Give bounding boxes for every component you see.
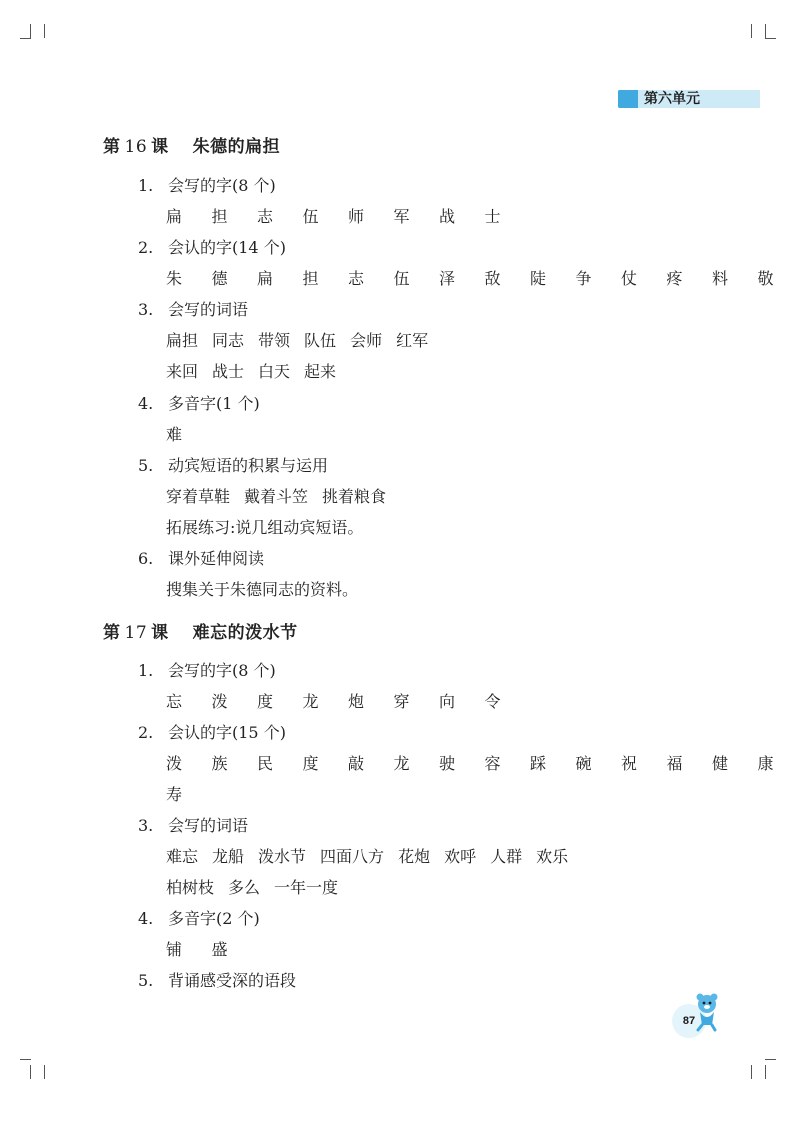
char: 龙 [393, 754, 410, 773]
item-number: 1. [138, 176, 154, 195]
list-item [138, 453, 328, 476]
list-item [138, 720, 286, 743]
unit-title: 第六单元 [644, 91, 700, 107]
mascot-icon [692, 992, 722, 1032]
item-heading: 会写的字(8 个) [168, 176, 276, 195]
word: 穿着草鞋 [166, 487, 231, 506]
char: 军 [393, 207, 410, 226]
crop-mark [765, 1065, 766, 1079]
list-item [138, 173, 276, 196]
char: 师 [348, 207, 365, 226]
list-item [138, 658, 276, 681]
list-item [138, 968, 296, 991]
item-number: 2. [138, 723, 154, 742]
item-heading: 背诵感受深的语段 [168, 971, 297, 990]
crop-mark [44, 1065, 45, 1079]
char-row [166, 689, 530, 712]
list-item [138, 297, 248, 320]
item-heading: 会写的词语 [168, 816, 249, 835]
item-number: 2. [138, 238, 154, 257]
word: 一年一度 [274, 878, 339, 897]
char: 铺 [166, 940, 183, 959]
char-row [166, 782, 182, 805]
item-number: 6. [138, 549, 154, 568]
char: 令 [484, 692, 501, 711]
lesson-number: 16 [124, 137, 148, 157]
char-row [166, 751, 800, 774]
list-item [138, 906, 260, 929]
char: 度 [302, 754, 319, 773]
lesson-suffix: 课 [151, 623, 169, 643]
char: 驶 [439, 754, 456, 773]
page-number: 87 [672, 1004, 706, 1038]
char: 士 [484, 207, 501, 226]
word: 四面八方 [320, 847, 385, 866]
char: 族 [211, 754, 228, 773]
word: 多么 [228, 878, 261, 897]
list-item [138, 813, 248, 836]
list-item [138, 391, 260, 414]
item-heading: 会写的字(8 个) [168, 661, 276, 680]
lesson-suffix: 课 [151, 137, 169, 157]
char: 寿 [166, 785, 183, 804]
char: 朱 [166, 269, 183, 288]
word: 会师 [350, 331, 383, 350]
char: 泼 [166, 754, 183, 773]
char-row [166, 937, 257, 960]
lesson-title: 朱德的扁担 [192, 137, 281, 157]
char: 祝 [621, 754, 638, 773]
word: 花炮 [398, 847, 431, 866]
char: 敬 [757, 269, 774, 288]
crop-mark [751, 24, 752, 38]
char: 福 [666, 754, 683, 773]
item-number: 4. [138, 394, 154, 413]
lesson-number: 17 [124, 623, 148, 643]
lesson-label: 第 [103, 137, 121, 157]
item-heading: 会写的词语 [168, 300, 249, 319]
item-heading: 课外延伸阅读 [168, 549, 265, 568]
crop-mark [751, 1065, 752, 1079]
reading-text: 搜集关于朱德同志的资料。 [166, 580, 359, 599]
item-heading: 多音字(2 个) [168, 909, 260, 928]
char: 泼 [211, 692, 228, 711]
word: 战士 [212, 362, 245, 381]
word-row [166, 844, 582, 867]
char: 忘 [166, 692, 183, 711]
char: 扁 [257, 269, 274, 288]
crop-mark [765, 24, 766, 38]
char: 伍 [302, 207, 319, 226]
char: 敌 [484, 269, 501, 288]
item-heading: 会认的字(15 个) [168, 723, 286, 742]
word: 泼水节 [258, 847, 307, 866]
char: 泽 [439, 269, 456, 288]
crop-mark [765, 1059, 776, 1060]
char-row [166, 204, 530, 227]
lesson-title: 难忘的泼水节 [192, 623, 298, 643]
item-number: 4. [138, 909, 154, 928]
crop-mark [20, 1059, 31, 1060]
unit-marker [618, 90, 638, 108]
word-row [166, 875, 352, 898]
char: 踩 [530, 754, 547, 773]
char: 担 [211, 207, 228, 226]
char: 难 [166, 425, 183, 444]
word: 难忘 [166, 847, 199, 866]
word: 红军 [396, 331, 429, 350]
char: 炮 [348, 692, 365, 711]
item-number: 1. [138, 661, 154, 680]
crop-mark [30, 1065, 31, 1079]
list-item [138, 546, 264, 569]
word: 队伍 [304, 331, 337, 350]
char: 战 [439, 207, 456, 226]
item-heading: 动宾短语的积累与运用 [168, 456, 329, 475]
char: 争 [575, 269, 592, 288]
word: 带领 [258, 331, 291, 350]
word: 人群 [490, 847, 523, 866]
char: 料 [712, 269, 729, 288]
char: 敲 [348, 754, 365, 773]
unit-header [618, 90, 760, 108]
char: 陡 [530, 269, 547, 288]
char: 康 [757, 754, 774, 773]
word-row [166, 484, 400, 507]
lesson-label: 第 [103, 623, 121, 643]
word: 来回 [166, 362, 199, 381]
char: 志 [348, 269, 365, 288]
word: 欢呼 [444, 847, 477, 866]
word: 同志 [212, 331, 245, 350]
char: 穿 [393, 692, 410, 711]
item-number: 3. [138, 300, 154, 319]
crop-mark [44, 24, 45, 38]
char: 伍 [393, 269, 410, 288]
word: 戴着斗笠 [244, 487, 309, 506]
char: 担 [302, 269, 319, 288]
word: 欢乐 [536, 847, 569, 866]
word: 龙船 [212, 847, 245, 866]
item-number: 5. [138, 971, 154, 990]
char: 仗 [621, 269, 638, 288]
crop-mark [30, 24, 31, 38]
word: 起来 [304, 362, 337, 381]
word: 挑着粮食 [322, 487, 387, 506]
word-row [166, 328, 442, 351]
char: 向 [439, 692, 456, 711]
char: 志 [257, 207, 274, 226]
char: 德 [211, 269, 228, 288]
item-number: 5. [138, 456, 154, 475]
word: 柏树枝 [166, 878, 215, 897]
char: 度 [257, 692, 274, 711]
lesson-heading [103, 132, 280, 157]
word-row [166, 359, 350, 382]
char: 碗 [575, 754, 592, 773]
char: 盛 [211, 940, 228, 959]
char-row [166, 422, 182, 445]
word: 扁担 [166, 331, 199, 350]
char: 容 [484, 754, 501, 773]
char: 扁 [166, 207, 183, 226]
lesson-heading [103, 618, 298, 643]
item-number: 3. [138, 816, 154, 835]
char-row [166, 266, 800, 289]
list-item [138, 235, 286, 258]
char: 民 [257, 754, 274, 773]
word: 白天 [258, 362, 291, 381]
item-heading: 会认的字(14 个) [168, 238, 286, 257]
exercise-text: 拓展练习:说几组动宾短语。 [166, 518, 364, 537]
char: 疼 [666, 269, 683, 288]
crop-mark [20, 38, 31, 39]
crop-mark [765, 38, 776, 39]
item-heading: 多音字(1 个) [168, 394, 260, 413]
char: 龙 [302, 692, 319, 711]
char: 健 [712, 754, 729, 773]
